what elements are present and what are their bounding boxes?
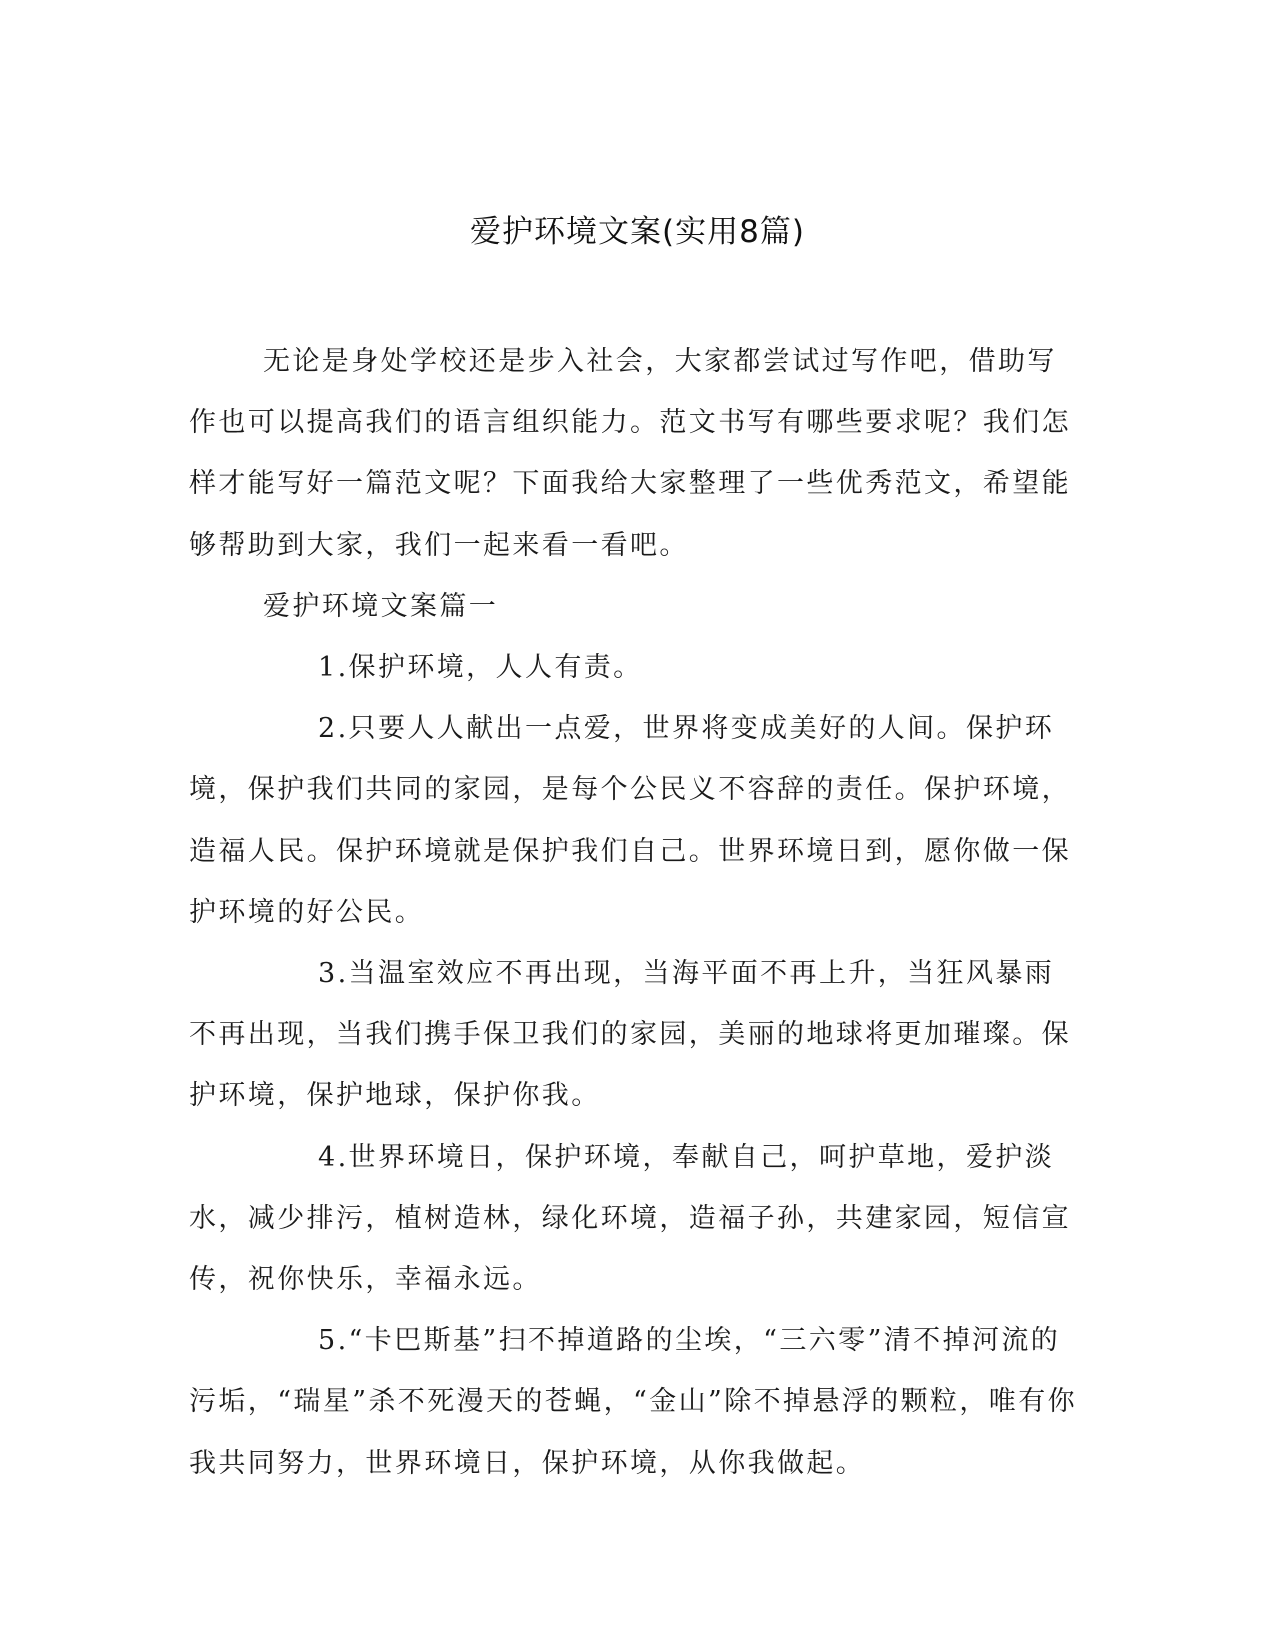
list-item: 1.保护环境，人人有责。 <box>318 652 643 684</box>
document-title: 爱护环境文案(实用8篇) <box>470 214 805 250</box>
list-item: 5.“卡巴斯基”扫不掉道路的尘埃，“三六零”清不掉河流的污垢，“瑞星”杀不死漫天的苍蝇，“金山”除不掉悬浮的颗粒，唯有你我共同努力，世界环境日，保护环境，从你我做起。 <box>189 1325 1078 1479</box>
document-body <box>189 331 1079 1494</box>
list-item: 4.世界环境日，保护环境，奉献自己，呵护草地，爱护淡水，减少排污，植树造林，绿化环境，造福子孙，共建家园，短信宣传，祝你快乐，幸福永远。 <box>189 1141 1071 1296</box>
section-heading: 爱护环境文案篇一 <box>263 590 499 622</box>
intro-paragraph: 无论是身处学校还是步入社会，大家都尝试过写作吧，借助写作也可以提高我们的语言组织能力。范文书写有哪些要求呢？我们怎样才能写好一篇范文呢？下面我给大家整理了一些优秀范文，希望能够帮助到大家，我们一起来看一看吧。 <box>189 346 1071 561</box>
list-item: 2.只要人人献出一点爱，世界将变成美好的人间。保护环境，保护我们共同的家园，是每个公民义不容辞的责任。保护环境，造福人民。保护环境就是保护我们自己。世界环境日到，愿你做一保护环境的好公民。 <box>189 713 1071 928</box>
list-item: 3.当温室效应不再出现，当海平面不再上升，当狂风暴雨不再出现，当我们携手保卫我们的家园，美丽的地球将更加璀璨。保护环境，保护地球，保护你我。 <box>189 958 1071 1112</box>
